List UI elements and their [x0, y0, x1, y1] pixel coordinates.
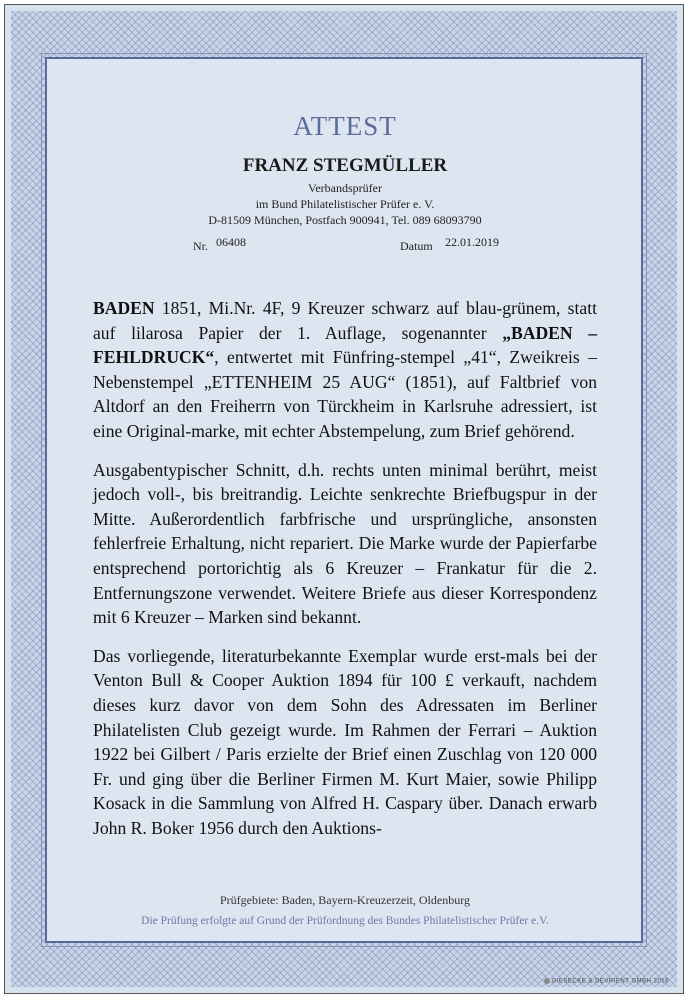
examiner-role: Verbandsprüfer	[308, 181, 382, 195]
examination-areas: Prüfgebiete: Baden, Bayern-Kreuzerzeit, Oldenburg	[219, 893, 470, 907]
paragraph-description	[93, 296, 597, 444]
stamp-country: BADEN	[93, 298, 155, 318]
certificate-title: ATTEST	[293, 111, 397, 141]
paragraph-condition: Ausgabentypischer Schnitt, d.h. rechts unten minimal berührt, meist jedoch voll-, bis breitrandig. Leichte senkrechte Briefbugspur in der Mitte. Außerordentlich farbfrische und ursprüngliche, ansonsten fehlerfreie Erhaltung, nicht repariert. Die Marke wurde der Papierfarbe entsprechend portorichtig als 6 Kreuzer – Frankatur für die 2. Entfernungszone verwendet. Weitere Briefe aus dieser Korrespondenz mit 6 Kreuzer – Marken sind bekannt.	[93, 459, 597, 628]
printer-text: GIESECKE & DEVRIENT GMBH 2016	[551, 979, 669, 985]
examiner-association: im Bund Philatelistischer Prüfer e. V.	[255, 197, 435, 211]
printer-logo-icon	[544, 978, 550, 984]
certificate-number: 06408	[216, 235, 246, 249]
examiner-name: FRANZ STEGMÜLLER	[242, 155, 448, 176]
examiner-address: D-81509 München, Postfach 900941, Tel. 089 68093790	[208, 213, 482, 227]
date-label: Datum	[400, 239, 433, 253]
certificate-body	[93, 296, 597, 854]
stamp-variety: „BADEN – FEHLDRUCK“	[93, 322, 597, 368]
certificate-date: 22.01.2019	[445, 235, 499, 249]
description-text-1: 1851, Mi.Nr. 4F, 9 Kreuzer schwarz auf blau-grünem, statt auf lilarosa Papier der 1. Auflage, sogenannter	[93, 298, 597, 343]
paragraph-provenance: Das vorliegende, literaturbekannte Exemplar wurde erst-mals bei der Venton Bull & Cooper Auktion 1894 für 100 £ verkauft, nachdem dieses kurz davor von dem Sohn des Adressaten im Berliner Philatelisten Club gezeigt wurde. Im Rahmen der Ferrari – Auktion 1922 bei Gilbert / Paris erzielte der Brief einen Zuschlag von 120 000 Fr. und ging über die Berliner Firmen M. Kurt Maier, sowie Philipp Kosack in die Sammlung von Alfred H. Caspary über. Danach erwarb John R. Boker 1956 durch den Auktions-	[93, 645, 597, 838]
number-label: Nr.	[193, 239, 208, 253]
description-text-2: , entwertet mit Fünfring-stempel „41“, Zweikreis – Nebenstempel „ETTENHEIM 25 AUG“ (1851), auf Faltbrief von Altdorf an den Freiherrn von Türckheim in Karlsruhe adressiert, ist eine Original-marke, mit echter Abstempelung, zum Brief gehörend.	[93, 347, 597, 441]
examination-note: Die Prüfung erfolgte auf Grund der Prüfordnung des Bundes Philatelistischer Prüfer e.V.	[141, 915, 549, 927]
certificate-content	[53, 63, 637, 943]
printer-imprint	[544, 978, 669, 985]
certificate-sheet	[4, 4, 684, 994]
